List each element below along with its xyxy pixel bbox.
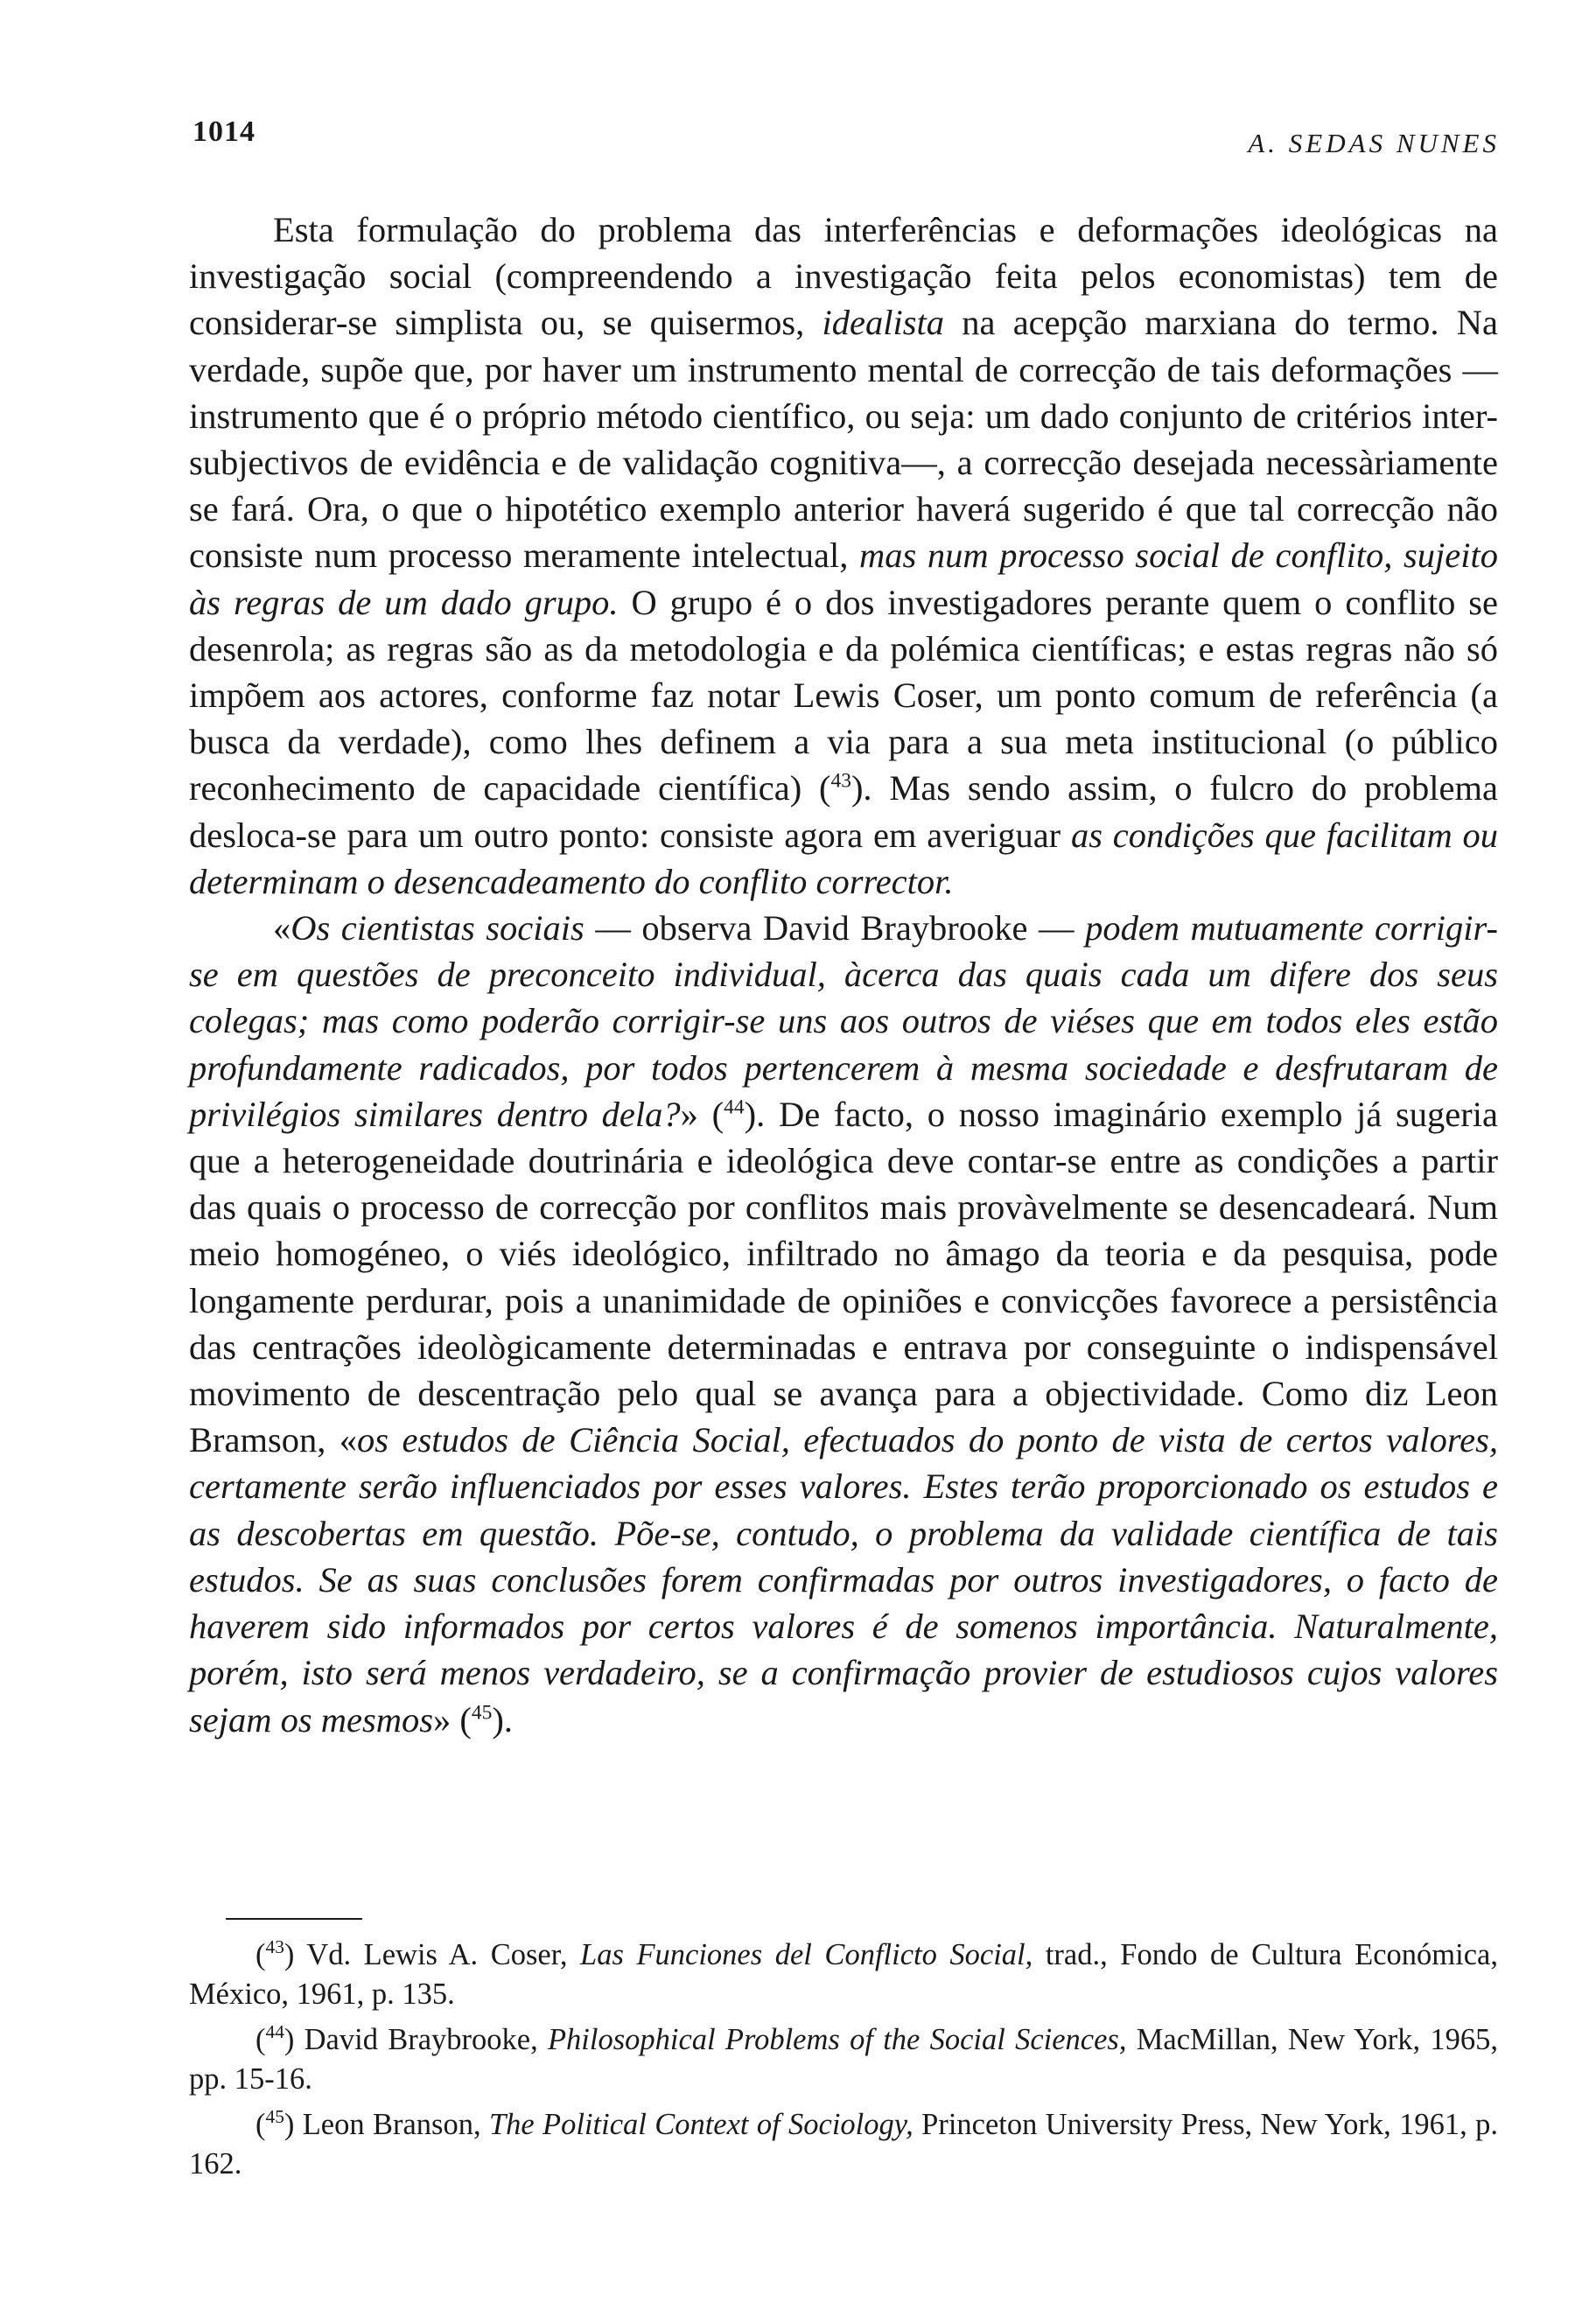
text-run: ). De facto, o nosso imaginário exemplo já sugeria que a heterogeneidade doutrinária e ideológica deve contar-se entre as condições a partir das quais o processo de correcção por conflitos mais provàvelmente se desencadeará. Num meio homogéneo, o viés ideológico, infiltrado no âmago da teoria e da pesquisa, pode longamente perdurar, pois a unanimidade de opiniões e convicções favorece a persistência das centrações ideològicamente determinadas e entrava por conseguinte o indispensável movimento de descentração pelo qual se avança para a objectividade. Como diz Leon Bramson, « [189,1094,1498,1460]
footnote-45 [189,2105,1498,2184]
footnote-text: Vd. Lewis A. Coser, [306,1938,581,1971]
page-number: 1014 [192,116,256,148]
footnote-title: Philosophical Problems of the Social Sciences, [547,2023,1127,2056]
footnote-text: Leon Branson, [302,2108,489,2141]
text-run: ). Mas sendo assim, o fulcro do problema desloca-se para um outro ponto: consiste agora em averiguar [189,768,1499,855]
paragraph-1 [189,206,1498,905]
italic-run: idealista [822,303,944,343]
footnote-mark: ($^{44}$) [256,2020,295,2056]
italic-run: podem mutuamente corrigir-se em questões de preconceito individual, àcerca das quais cada um difere dos seus colegas; mas como poderão corrigir-se uns aos outros de viéses que em todos eles estão profundamente radicados, por todos pertencerem à mesma sociedade e desfrutaram de privilégios similares dentro dela? [189,908,1498,1134]
footnote-text: trad., Fondo de Cultura Económica, México, 1961, p. 135. [189,1938,1498,2011]
footnote-text: David Braybrooke, [304,2023,548,2056]
body-text [189,206,1498,1743]
footnote-separator [226,1918,362,1920]
footnote-ref: 43 [830,769,851,793]
footnote-mark: ($^{45}$) [256,2105,295,2141]
paragraph-2 [189,905,1498,1743]
footnote-mark: ($^{43}$) [256,1936,295,1971]
text-run: » ( [680,1094,724,1134]
text-run: O grupo é o dos investigadores perante quem o conflito se desenrola; as regras são as da metodologia e da polémica científicas; e estas regras não só impõem aos actores, conforme faz notar Lewis Coser, um ponto comum de referência (a busca da verdade), como lhes definem a via para a sua meta institucional (o público reconhecimento de capacidade científica) ( [189,582,1498,808]
italic-run: mas num processo social de conflito, sujeito às regras de um dado grupo. [189,536,1498,622]
italic-run: os estudos de Ciência Social, efectuados do ponto de vista de certos valores, certamente serão influenciados por esses valores. Estes terão proporcionado os estudos e as descobertas em questão. Põe-se, contudo, o problema da validade científica de tais estudos. Se as suas conclusões forem confirmadas por outros investigadores, o facto de haverem sido informados por certos valores é de somenos importância. Naturalmente, porém, isto será menos verdadeiro, se a confirmação provier de estudiosos cujos valores sejam os mesmos [189,1420,1498,1740]
running-head: A. SEDAS NUNES [1248,128,1500,158]
footnote-text: Princeton University Press, New York, 1961, p. 162. [189,2108,1498,2180]
italic-run: Os cientistas sociais [290,908,584,948]
text-run: Esta formulação do problema das interferências e deformações ideológicas na investigação social (compreendendo a investigação feita pelos economistas) tem de considerar-se simplista ou, se quisermos, [189,210,1498,343]
footnote-title: The Political Context of Sociology, [488,2108,914,2141]
text-run: » ( [433,1699,472,1740]
footnote-ref: 45 [471,1700,493,1724]
text-run: « [273,908,291,948]
footnote-ref: 44 [724,1096,745,1119]
italic-run: as condições que facilitam ou determinam o desencadeamento do conflito corrector. [189,815,1498,901]
footnote-text: MacMillan, New York, 1965, pp. 15-16. [189,2023,1499,2096]
footnote-43 [189,1936,1498,2014]
footnote-title: Las Funciones del Conflicto Social, [580,1938,1033,1971]
footnote-number: 45 [265,2105,284,2127]
footnote-number: 44 [265,2020,284,2042]
footnote-44 [189,2020,1498,2099]
text-run: — observa David Braybrooke — [584,908,1086,948]
text-run: na acepção marxiana do termo. Na verdade, supõe que, por haver um instrumento mental de correcção de tais deformações — instrumento que é o próprio método científico, ou seja: um dado conjunto de critérios inter-subjectivos de evidência e de validação cognitiva—, a correcção desejada necessàriamente se fará. Ora, o que o hipotético exemplo anterior haverá sugerido é que tal correcção não consiste num processo meramente intelectual, [189,303,1499,576]
text-run: ). [492,1699,513,1740]
footnotes [189,1936,1498,2190]
footnote-number: 43 [265,1936,284,1957]
